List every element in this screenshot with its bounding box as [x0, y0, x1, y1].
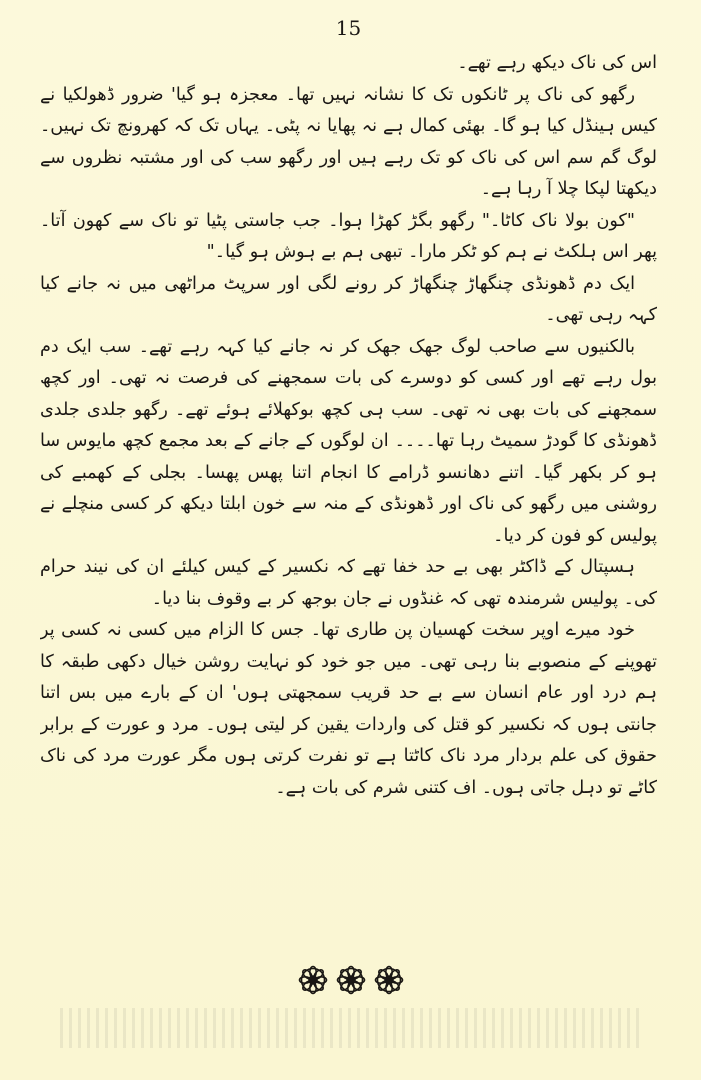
- paragraph-2: رگھو کی ناک پر ٹانکوں تک کا نشانہ نہیں تھا۔ معجزہ ہو گیا' ضرور ڈھولکیا نے کیس ہینڈل کیا ہو گا۔ بھئی کمال ہے نہ پھایا نہ پٹی۔ یہاں تک کہ کھرونچ تک نہیں۔ لوگ گم سم اس کی ناک کو تک رہے ہیں اور رگھو سب کی اور مشتبہ نظروں سے دیکھتا لپکا چلا آ رہا ہے۔: [40, 84, 657, 199]
- paragraph-6: ہسپتال کے ڈاکٹر بھی بے حد خفا تھے کہ نکسیر کے کیس کیلئے ان کی نیند حرام کی۔ پولیس شرمندہ تھی کہ غنڈوں نے جان بوجھ کر بے وقوف بنا دیا۔: [40, 557, 657, 609]
- paragraph-5: بالکنیوں سے صاحب لوگ جھک جھک کر نہ جانے کیا کہہ رہے تھے۔ سب ایک دم بول رہے تھے اور کسی کو دوسرے کی بات سمجھنے کی فرصت نہ تھی۔ اور کچھ سمجھنے کی بات بھی نہ تھی۔ سب ہی کچھ بوکھلائے ہوئے تھے۔ رگھو جلدی جلدی ڈھونڈی کا گودڑ سمیٹ رہا تھا۔۔۔۔ ان لوگوں کے جانے کے بعد مجمع کچھ مایوس سا ہو کر بکھر گیا۔ اتنے دھانسو ڈرامے کا انجام اتنا پھس پھسا۔ بجلی کے کھمبے کی روشنی میں رگھو کی ناک اور ڈھونڈی کے منہ سے خون ابلتا دیکھ کر کسی منچلے نے پولیس کو فون کر دیا۔: [40, 336, 657, 546]
- flower-ornament-icon: [372, 965, 406, 995]
- paragraph-4: ایک دم ڈھونڈی چنگھاڑ چنگھاڑ کر رونے لگی اور سرپٹ مراٹھی میں نہ جانے کیا کہہ رہی تھی۔: [40, 273, 657, 325]
- flower-ornament-icon: [296, 965, 330, 995]
- page-number: 15: [335, 16, 362, 40]
- body-text: [40, 48, 657, 953]
- paragraph-3: "کون بولا ناک کاٹا۔" رگھو بگڑ کھڑا ہوا۔ جب جاستی پٹیا تو ناک سے کھون آتا۔ پھر اس ہلکٹ نے ہم کو ٹکر مارا۔ تبھی ہم بے ہوش ہو گیا۔": [40, 210, 657, 262]
- paragraph-7: خود میرے اوپر سخت کھسیان پن طاری تھا۔ جس کا الزام میں کسی نہ کسی پر تھوپنے کے منصوبے بنا رہی تھی۔ میں جو خود کو نہایت روشن خیال دکھی طبقہ کا ہم درد اور عام انسان سے بے حد قریب سمجھتی ہوں' ان کے بارے میں بس اتنا جانتی ہوں کہ نکسیر کو قتل کی واردات یقین کر لیتی ہوں۔ مرد و عورت کے برابر حقوق کی علم بردار مرد ناک کاٹتا ہے تو نفرت کرتی ہوں مگر عورت مرد کی ناک کاٹے تو دہل جاتی ہوں۔ اف کتنی شرم کی بات ہے۔: [40, 620, 657, 798]
- paragraph-1: اس کی ناک دیکھ رہے تھے۔: [457, 53, 657, 73]
- section-end-ornaments: [0, 965, 701, 995]
- flower-ornament-icon: [334, 965, 368, 995]
- show-through-text: [60, 1008, 641, 1048]
